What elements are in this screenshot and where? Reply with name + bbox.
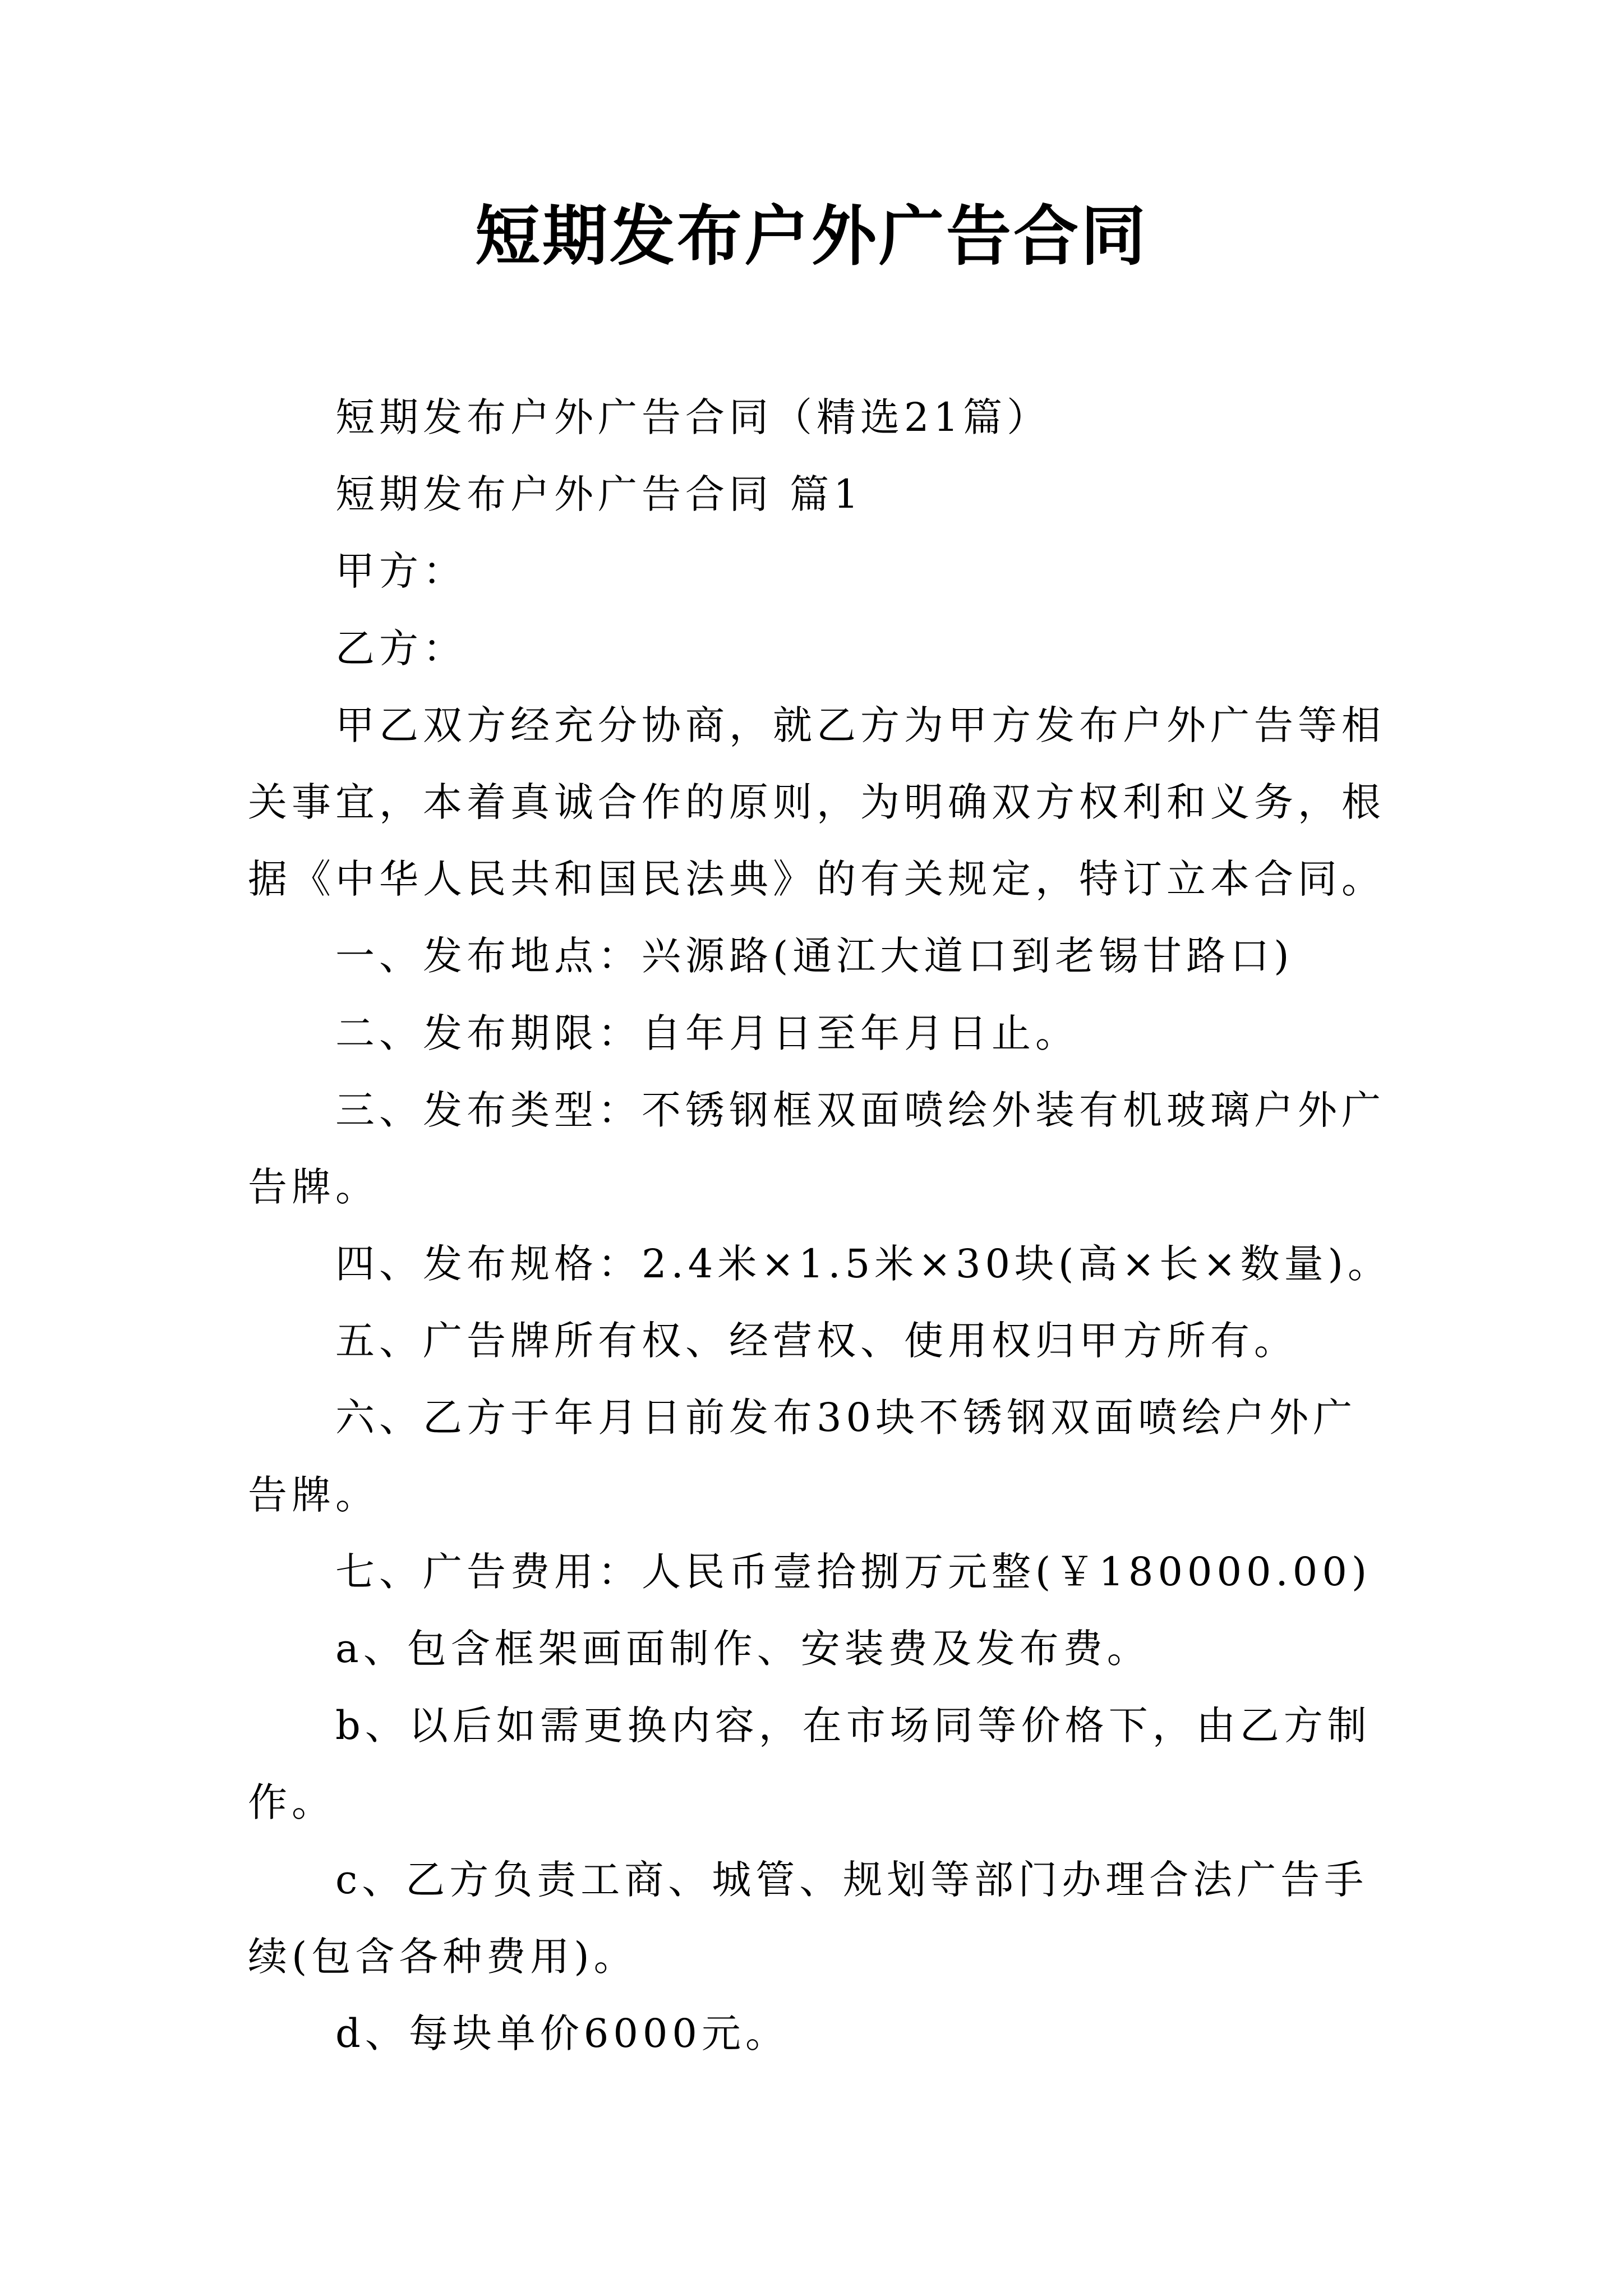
fee-item-c bbox=[248, 1842, 1538, 1995]
text-line: 甲乙双方经充分协商，就乙方为甲方发布户外广告等相 bbox=[335, 702, 1385, 748]
text-line: 六、乙方于年月日前发布30块不锈钢双面喷绘户外广 bbox=[335, 1395, 1357, 1441]
clause-type bbox=[248, 1072, 1538, 1226]
text-line: 告牌。 bbox=[248, 1471, 379, 1518]
party-a-line bbox=[248, 533, 1538, 610]
text-line: 七、广告费用：人民币壹拾捌万元整(￥180000.00) bbox=[335, 1548, 1372, 1595]
clause-period bbox=[248, 995, 1538, 1072]
preamble-paragraph bbox=[248, 687, 1538, 918]
party-b-line bbox=[248, 610, 1538, 687]
text-line: 关事宜，本着真诚合作的原则，为明确双方权利和义务，根 bbox=[248, 779, 1385, 825]
text-line: 四、发布规格：2.4米×1.5米×30块(高×长×数量)。 bbox=[335, 1241, 1391, 1287]
collection-heading bbox=[248, 379, 1538, 456]
text-line: 二、发布期限：自年月日至年月日止。 bbox=[335, 1010, 1079, 1056]
text-line: 五、广告牌所有权、经营权、使用权归甲方所有。 bbox=[335, 1318, 1298, 1364]
document-body bbox=[248, 379, 1538, 2072]
article-heading bbox=[248, 456, 1538, 533]
clause-specification bbox=[248, 1226, 1538, 1303]
document-title: 短期发布户外广告合同 bbox=[475, 198, 1148, 274]
text-line: b、以后如需更换内容，在市场同等价格下，由乙方制 bbox=[335, 1703, 1371, 1749]
fee-item-a bbox=[248, 1611, 1538, 1687]
clause-ownership bbox=[248, 1303, 1538, 1379]
text-line: c、乙方负责工商、城管、规划等部门办理合法广告手 bbox=[335, 1856, 1368, 1903]
clause-fee bbox=[248, 1534, 1538, 1611]
text-line: 作。 bbox=[248, 1779, 335, 1826]
clause-delivery bbox=[248, 1379, 1538, 1533]
clause-location bbox=[248, 918, 1538, 995]
text-line: 甲方： bbox=[335, 548, 467, 595]
fee-item-d bbox=[248, 1995, 1538, 2072]
text-line: 告牌。 bbox=[248, 1163, 379, 1210]
fee-item-b bbox=[248, 1687, 1538, 1841]
text-line: 乙方： bbox=[335, 625, 467, 671]
text-line: 续(包含各种费用)。 bbox=[248, 1933, 638, 1980]
text-line: 短期发布户外广告合同 篇1 bbox=[335, 471, 863, 518]
text-line: 短期发布户外广告合同（精选21篇） bbox=[335, 394, 1051, 440]
text-line: 据《中华人民共和国民法典》的有关规定，特订立本合同。 bbox=[248, 856, 1385, 903]
text-line: 一、发布地点：兴源路(通江大道口到老锡甘路口) bbox=[335, 933, 1294, 979]
text-line: a、包含框架画面制作、安装费及发布费。 bbox=[335, 1626, 1151, 1672]
text-line: d、每块单价6000元。 bbox=[335, 2010, 789, 2056]
text-line: 三、发布类型：不锈钢框双面喷绘外装有机玻璃户外广 bbox=[335, 1087, 1385, 1133]
